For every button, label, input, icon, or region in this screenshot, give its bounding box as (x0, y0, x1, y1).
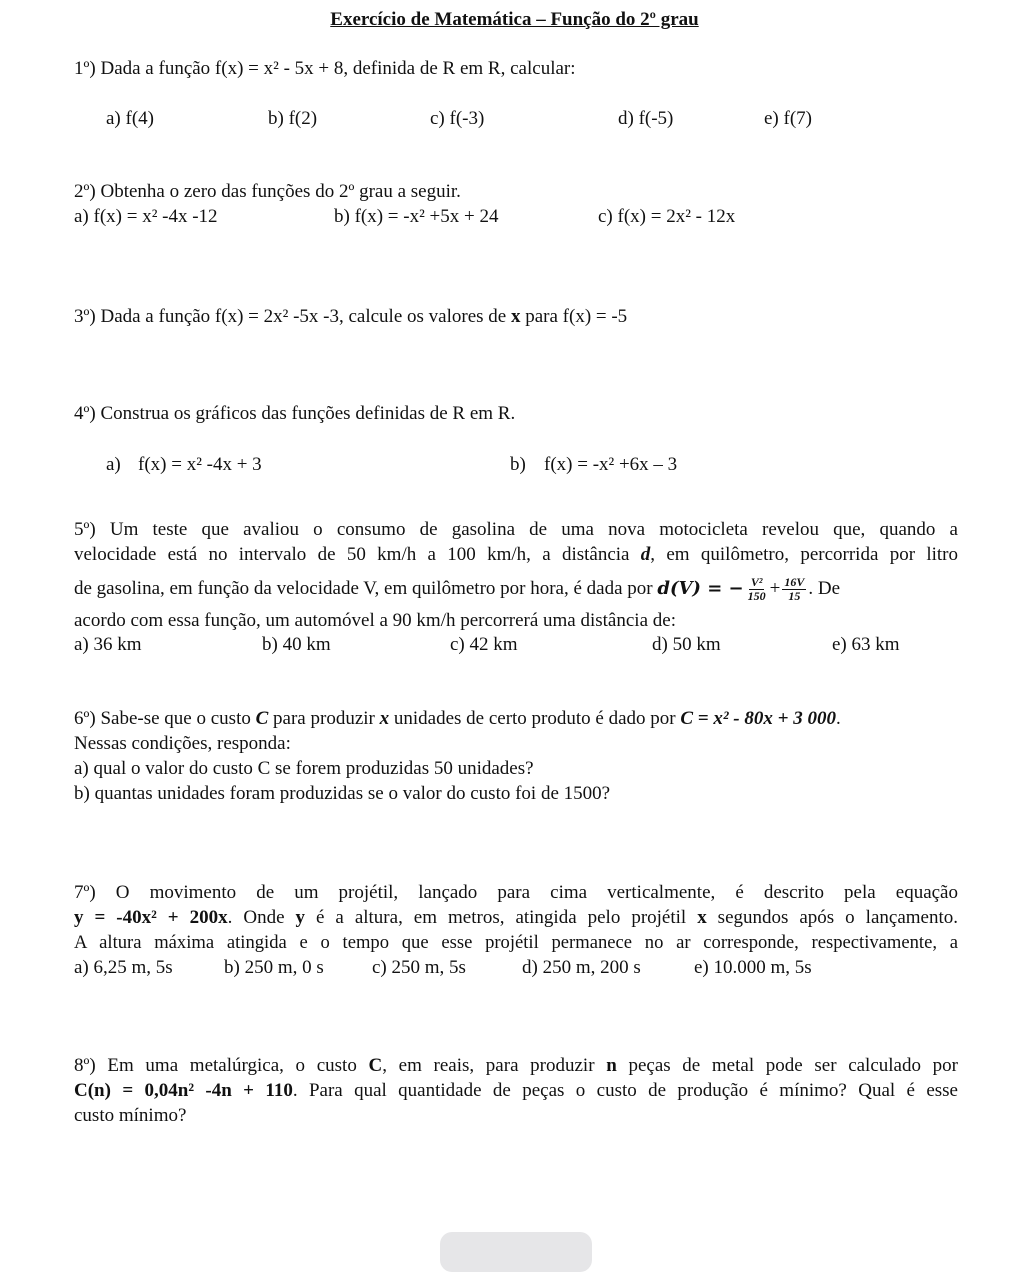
q7-text-f: segundos após o lançamento. (706, 907, 958, 928)
q5-option-c: c) 42 km (450, 634, 518, 655)
q6-text-c: para produzir (268, 708, 380, 729)
q1-option-c: c) f(-3) (430, 108, 485, 129)
question-3-stem (74, 305, 958, 330)
q5-option-b: b) 40 km (262, 634, 331, 655)
q5-option-e: e) 63 km (832, 634, 900, 655)
q5-option-d: d) 50 km (652, 634, 721, 655)
q2-option-a: a) f(x) = x² -4x -12 (74, 206, 218, 227)
q7-option-e: e) 10.000 m, 5s (694, 957, 812, 978)
q5-fraction-2-numerator: 16V (784, 575, 805, 590)
q7-line-2 (74, 906, 958, 931)
q6-item-b: b) quantas unidades foram produzidas se o valor do custo foi de 1500? (74, 783, 611, 804)
q4-option-b-label: b) (510, 454, 526, 475)
q5-line-3 (74, 574, 958, 604)
q7-line-1: 7º) O movimento de um projétil, lançado para cima verticalmente, é descrito pela equação (74, 882, 958, 903)
q6-item-a: a) qual o valor do custo C se forem produzidas 50 unidades? (74, 758, 534, 779)
q5-fraction-2 (782, 576, 806, 603)
q4-option-a-label: a) (106, 454, 121, 475)
q3-variable-x: x (510, 306, 521, 327)
q7-variable-y: y (295, 907, 305, 928)
question-1-stem: 1º) Dada a função f(x) = x² - 5x + 8, definida de R em R, calcular: (74, 58, 576, 79)
q7-equation: y = -40x² + 200x (74, 907, 228, 928)
q8-line-1 (74, 1054, 958, 1079)
q3-text-a: 3º) Dada a função f(x) = 2x² -5x -3, calcule os valores de (74, 306, 511, 327)
question-2-stem: 2º) Obtenha o zero das funções do 2º grau a seguir. (74, 181, 461, 202)
question-4-stem: 4º) Construa os gráficos das funções definidas de R em R. (74, 403, 516, 424)
q5-distance-d: d (640, 544, 651, 565)
q5-plus-sign: + (769, 578, 781, 599)
q6-text-g: . (835, 708, 841, 729)
q6-cost-c: C (255, 708, 269, 729)
q8-cost-c: C (368, 1055, 383, 1076)
q4-option-a-function: f(x) = x² -4x + 3 (138, 454, 262, 475)
q7-line-3: A altura máxima atingida e o tempo que esse projétil permanece no ar corresponde, respectivamente, a (74, 932, 958, 953)
scroll-handle[interactable] (440, 1232, 592, 1272)
page-title: Exercício de Matemática – Função do 2º grau (330, 9, 699, 30)
q1-option-d: d) f(-5) (618, 108, 674, 129)
q7-text-b: . Onde (227, 907, 296, 928)
q8-text-a: 8º) Em uma metalúrgica, o custo (74, 1055, 369, 1076)
q5-fraction-1-numerator: V² (750, 575, 763, 590)
q7-text-d: é a altura, em metros, atingida pelo projétil (305, 907, 698, 928)
q5-fraction-2-denominator: 15 (788, 589, 801, 604)
q8-line-2 (74, 1079, 958, 1104)
q8-cost-formula: C(n) = 0,04n² -4n + 110 (74, 1080, 293, 1101)
q5-line-2 (74, 543, 958, 568)
q6-text-e: unidades de certo produto é dado por (389, 708, 681, 729)
q2-option-b: b) f(x) = -x² +5x + 24 (334, 206, 499, 227)
q7-option-a: a) 6,25 m, 5s (74, 957, 173, 978)
q5-fraction-1-denominator: 150 (747, 589, 766, 604)
q1-option-e: e) f(7) (764, 108, 812, 129)
q5-line-2-text-a: velocidade está no intervalo de 50 km/h a 100 km/h, a distância (74, 544, 641, 565)
q5-line-3-text: de gasolina, em função da velocidade V, em quilômetro por hora, é dada por (74, 578, 658, 599)
q8-text-c: , em reais, para produzir (382, 1055, 607, 1076)
q3-text-c: para f(x) = -5 (520, 306, 628, 327)
q8-line-3: custo mínimo? (74, 1105, 187, 1126)
q1-option-b: b) f(2) (268, 108, 318, 129)
q8-text-b: . Para qual quantidade de peças o custo de produção é mínimo? Qual é esse (292, 1080, 958, 1101)
q6-line-1 (74, 707, 958, 732)
q8-variable-n: n (606, 1055, 617, 1076)
q2-option-c: c) f(x) = 2x² - 12x (598, 206, 736, 227)
q7-variable-x: x (697, 907, 707, 928)
q6-cost-formula: C = x² - 80x + 3 000 (680, 708, 836, 729)
q5-line-1: 5º) Um teste que avaliou o consumo de gasolina de uma nova motocicleta revelou que, quando a (74, 519, 958, 540)
q5-line-3-end: . De (808, 578, 841, 599)
q8-text-e: peças de metal pode ser calculado por (616, 1055, 958, 1076)
q6-text-a: 6º) Sabe-se que o custo (74, 708, 256, 729)
q5-line-4: acordo com essa função, um automóvel a 90 km/h percorrerá uma distância de: (74, 610, 676, 631)
q5-line-2-text-c: , em quilômetro, percorrida por litro (650, 544, 958, 565)
q7-option-d: d) 250 m, 200 s (522, 957, 641, 978)
q7-option-b: b) 250 m, 0 s (224, 957, 324, 978)
q6-line-2: Nessas condições, responda: (74, 733, 291, 754)
q1-option-a: a) f(4) (106, 108, 154, 129)
q6-variable-x: x (379, 708, 390, 729)
q5-option-a: a) 36 km (74, 634, 142, 655)
q4-option-b-function: f(x) = -x² +6x – 3 (544, 454, 678, 475)
q7-option-c: c) 250 m, 5s (372, 957, 466, 978)
q5-formula-lhs: d(V) = − (657, 578, 744, 599)
q5-fraction-1 (746, 576, 768, 603)
